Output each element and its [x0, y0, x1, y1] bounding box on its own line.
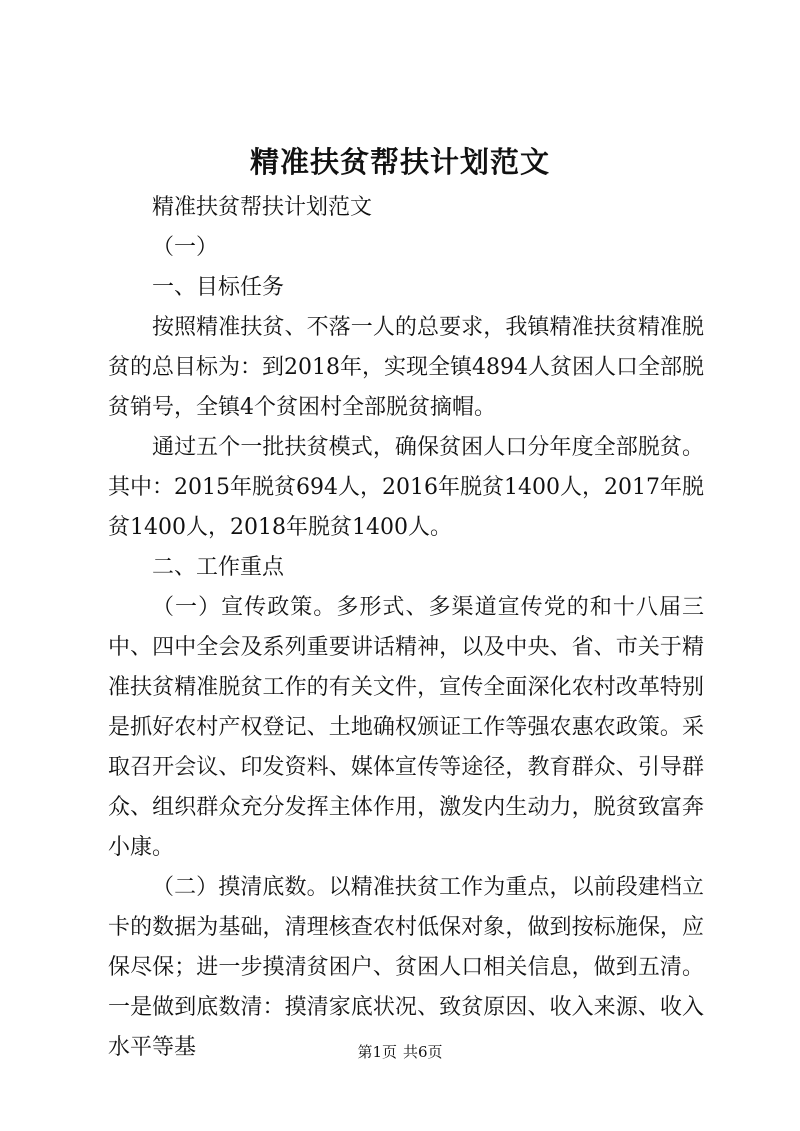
paragraph-section-marker: （一） — [152, 235, 219, 260]
paragraph-goal: 按照精准扶贫、不落一人的总要求，我镇精准扶贫精准脱贫的总目标为：到2018年，实现全镇4894人贫困人口全部脱贫销号，全镇4个贫困村全部脱贫摘帽。 — [108, 315, 704, 420]
paragraph-policy-publicity: （一）宣传政策。多形式、多渠道宣传党的和十八届三中、四中全会及系列重要讲话精神，以及中央、省、市关于精准扶贫精准脱贫工作的有关文件，宣传全面深化农村改革特别是抓好农村产权登记、土地确权颁证工作等强农惠农政策。采取召开会议、印发资料、媒体宣传等途径，教育群众、引导群众、组织群众充分发挥主体作用，激发内生动力，脱贫致富奔小康。 — [108, 595, 704, 860]
paragraph-yearly-targets: 通过五个一批扶贫模式，确保贫困人口分年度全部脱贫。其中：2015年脱贫694人，2016年脱贫1400人，2017年脱贫1400人，2018年脱贫1400人。 — [108, 435, 704, 540]
document-title: 精准扶贫帮扶计划范文 — [249, 145, 550, 179]
page-total: 共6页 — [403, 1043, 443, 1061]
paragraph-baseline-survey: （二）摸清底数。以精准扶贫工作为重点，以前段建档立卡的数据为基础，清理核查农村低保对象，做到按标施保，应保尽保；进一步摸清贫困户、贫困人口相关信息，做到五清。一是做到底数清：摸清家底状况、致贫原因、收入来源、收入水平等基 — [108, 875, 704, 1060]
heading-work-focus: 二、工作重点 — [152, 555, 285, 580]
page-number: 第1页 — [357, 1043, 397, 1061]
heading-goal-tasks: 一、目标任务 — [152, 275, 285, 300]
document-body — [108, 188, 704, 1068]
page-footer — [0, 1042, 800, 1062]
paragraph-subtitle: 精准扶贫帮扶计划范文 — [152, 195, 373, 220]
